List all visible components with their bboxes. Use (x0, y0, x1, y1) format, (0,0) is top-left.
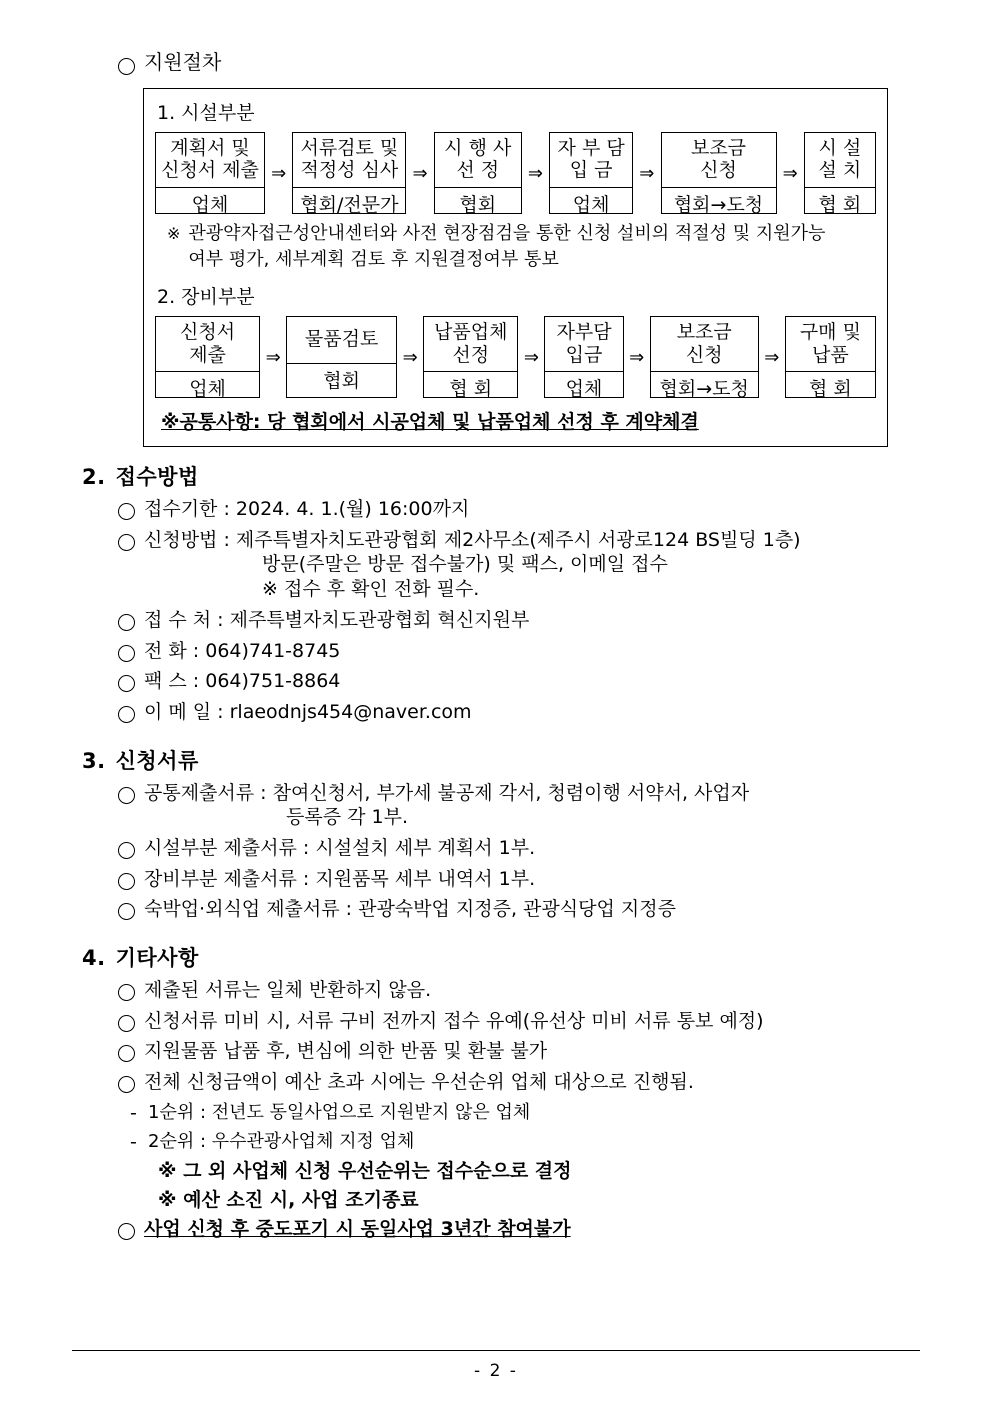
flow-step-line: 선 정 (456, 159, 500, 182)
ring-bullet-icon (118, 873, 135, 890)
flow-step-line: 구매 및 (799, 321, 861, 344)
ring-bullet-icon (118, 706, 135, 723)
flow-step-line: 물품검토 (304, 328, 379, 351)
ring-bullet-icon (118, 645, 135, 662)
flow-step-label (545, 317, 622, 372)
flow-step-line: 납품업체 (434, 321, 508, 344)
flow-step-actor: 업체 (572, 193, 610, 216)
list-item (72, 867, 920, 892)
ring-bullet-icon (118, 1015, 135, 1032)
flow-step-line: 신청서 제출 (161, 159, 259, 182)
flow-step-label (156, 317, 259, 372)
list-item (72, 897, 920, 922)
ring-bullet-icon (118, 534, 135, 551)
list-item (72, 497, 920, 522)
list-item-text (144, 1217, 920, 1242)
list-item-text (144, 669, 920, 694)
flow-step-line: 신청 (700, 159, 737, 182)
flow-step-line: 서류검토 및 (300, 137, 399, 159)
flow-step (785, 316, 876, 398)
note-line: ※ 그 외 사업체 신청 우선순위는 접수순으로 결정 (158, 1159, 572, 1182)
section3-title: 신청서류 (115, 748, 199, 773)
list-item-label: 신청서류 미비 시, 서류 구비 전까지 접수 유예(유선상 미비 서류 통보 예정) (144, 1009, 764, 1032)
flow-step (155, 132, 265, 214)
flow-step-label (786, 317, 875, 372)
footer-divider (72, 1350, 920, 1351)
list-item-text (144, 781, 920, 830)
section-receipt-method (72, 461, 920, 725)
flow-step-actor: 업체 (191, 193, 229, 216)
flow-step-line: 입 금 (569, 159, 613, 182)
list-item-continuation: 방문(주말은 방문 접수불가) 및 팩스, 이메일 접수 (262, 553, 668, 576)
note-line: ※ 예산 소진 시, 사업 조기종료 (158, 1189, 419, 1212)
section3-heading (72, 745, 920, 775)
list-item-text (144, 867, 920, 892)
page-number: - 2 - (474, 1361, 518, 1381)
flow-step-actor: 협 회 (809, 377, 852, 400)
list-item-continuation: 등록증 각 1부. (286, 806, 408, 829)
sub-list-item-label: 1순위 : 전년도 동일사업으로 지원받지 않은 업체 (148, 1101, 531, 1123)
flow-step (286, 316, 397, 398)
section2-heading (72, 461, 920, 491)
flowchart-section1-number: 1. (157, 102, 176, 124)
list-item-label: 이 메 일 : rlaeodnjs454@naver.com (144, 700, 472, 723)
sub-list-item (72, 1101, 920, 1126)
flow-step (423, 316, 518, 398)
note-line: 관광약자접근성안내센터와 사전 현장점검을 통한 신청 설비의 적절성 및 지원가능 (188, 223, 826, 244)
list-item (72, 528, 920, 602)
flowchart-section2-label: 장비부분 (181, 286, 255, 309)
flow-step-label (662, 133, 776, 188)
support-procedure-label: 지원절차 (144, 50, 222, 74)
flow-step-actor: 업체 (565, 377, 603, 400)
list-item-text (144, 497, 920, 522)
flow-step-actor: 협 회 (818, 193, 862, 216)
arrow-right-icon: ⇒ (764, 346, 780, 368)
flow-step-label (550, 133, 632, 188)
flow-step-actor: 협회 (459, 193, 497, 216)
dash-bullet-icon: - (130, 1101, 137, 1124)
list-item-label: 장비부분 제출서류 : 지원품목 세부 내역서 1부. (144, 867, 536, 890)
flowchart-section2-row (155, 316, 876, 398)
sub-list-item (72, 1130, 920, 1155)
list-item (72, 1039, 920, 1064)
flow-step (544, 316, 623, 398)
ring-bullet-icon (118, 1076, 135, 1093)
flow-step-actor: 협회 (323, 370, 360, 393)
flowchart-section1-row (155, 132, 876, 214)
flow-step-line: 입금 (565, 343, 603, 366)
ring-bullet-icon (118, 58, 135, 75)
flow-step-label (435, 133, 521, 188)
list-item-label: 사업 신청 후 중도포기 시 동일사업 3년간 참여불가 (144, 1218, 571, 1241)
reference-mark-icon: ※ (167, 224, 181, 243)
ring-bullet-icon (118, 675, 135, 692)
list-item-label: 시설부분 제출서류 : 시설설치 세부 계획서 1부. (144, 836, 536, 859)
section2-title: 접수방법 (115, 465, 199, 490)
list-item-label: 전 화 : 064)741-8745 (144, 639, 341, 662)
list-item (72, 1070, 920, 1095)
flowchart-section2-number: 2. (157, 286, 176, 309)
flow-step-actor: 협 회 (449, 377, 493, 400)
list-item (72, 1009, 920, 1034)
list-item (72, 781, 920, 830)
flow-step (650, 316, 759, 398)
flow-step-label (156, 133, 264, 188)
list-item (72, 836, 920, 861)
sub-list-item-label: 2순위 : 우수관광사업체 지정 업체 (148, 1130, 415, 1152)
list-item-label: 제출된 서류는 일체 반환하지 않음. (144, 979, 432, 1002)
arrow-right-icon: ⇒ (527, 162, 543, 184)
list-item-text (144, 836, 920, 861)
flow-step (549, 132, 633, 214)
flow-step-line: 선정 (452, 343, 490, 366)
flow-step-line: 자부담 (556, 321, 612, 344)
list-item-label: 공통제출서류 : 참여신청서, 부가세 불공제 각서, 청렴이행 서약서, 사업자 (144, 781, 750, 804)
section-application-documents (72, 745, 920, 922)
section4-items (72, 978, 920, 1242)
flow-step-line: 시 행 사 (444, 137, 512, 159)
flow-step-line: 제출 (189, 343, 226, 366)
flow-step-label (805, 133, 875, 188)
flowchart-section2-title (157, 282, 876, 309)
ring-bullet-icon (118, 984, 135, 1001)
flowchart-section1-label: 시설부분 (181, 102, 255, 124)
list-item (72, 639, 920, 664)
flow-step-label (293, 133, 405, 188)
flow-step-line: 설 치 (818, 159, 862, 182)
list-item (72, 1217, 920, 1242)
flow-step-line: 보조금 (690, 137, 747, 159)
dash-bullet-icon: - (130, 1130, 137, 1153)
flowchart-section1-note-body (188, 221, 876, 272)
list-item (72, 608, 920, 633)
list-item-text (144, 700, 920, 725)
ring-bullet-icon (118, 503, 135, 520)
section2-number: 2. (82, 465, 106, 490)
support-procedure-heading (72, 52, 920, 75)
flow-step-actor: 업체 (189, 377, 226, 400)
arrow-right-icon: ⇒ (523, 346, 539, 368)
list-item-label: 접수기한 : 2024. 4. 1.(월) 16:00까지 (144, 498, 470, 521)
arrow-right-icon: ⇒ (402, 346, 418, 368)
flow-step (292, 132, 406, 214)
arrow-right-icon: ⇒ (412, 162, 428, 184)
flow-step-actor: 협회→도청 (659, 377, 749, 400)
section4-number: 4. (82, 946, 106, 971)
list-item (72, 700, 920, 725)
list-item-label: 지원물품 납품 후, 변심에 의한 반품 및 환불 불가 (144, 1040, 548, 1063)
list-item-text (144, 639, 920, 664)
page-footer (72, 1350, 920, 1381)
ring-bullet-icon (118, 903, 135, 920)
ring-bullet-icon (118, 1223, 135, 1240)
flow-step-line: 시 설 (818, 137, 862, 159)
flow-step-line: 계획서 및 (170, 137, 250, 159)
arrow-right-icon: ⇒ (629, 346, 645, 368)
flow-step (434, 132, 522, 214)
list-item-label: 전체 신청금액이 예산 초과 시에는 우선순위 업체 대상으로 진행됨. (144, 1071, 694, 1094)
list-item-continuation: ※ 접수 후 확인 전화 필수. (262, 578, 480, 601)
list-item-text (144, 528, 920, 602)
ring-bullet-icon (118, 842, 135, 859)
flow-step-line: 신청서 (180, 321, 236, 344)
section-other-matters (72, 942, 920, 1242)
section2-items (72, 497, 920, 725)
list-item-text (144, 1039, 920, 1064)
arrow-right-icon: ⇒ (271, 162, 287, 184)
flow-step-actor: 협회/전문가 (300, 193, 399, 216)
list-item-text (144, 608, 920, 633)
flow-step (804, 132, 876, 214)
list-item (72, 669, 920, 694)
flow-step-actor: 협회→도청 (673, 193, 764, 216)
flowchart-section1-note (167, 221, 876, 272)
list-item-text (144, 978, 920, 1003)
list-item-label: 신청방법 : 제주특별자치도관광협회 제2사무소(제주시 서광로124 BS빌딩 1층) (144, 528, 801, 551)
flow-step (661, 132, 777, 214)
list-item-text (144, 1070, 920, 1095)
arrow-right-icon: ⇒ (639, 162, 655, 184)
flow-step-line: 신청 (685, 343, 723, 366)
ring-bullet-icon (118, 614, 135, 631)
flow-step (155, 316, 260, 398)
flow-step-line: 납품 (812, 343, 849, 366)
flow-step-line: 보조금 (676, 321, 732, 344)
flowchart-section1-title (157, 98, 876, 125)
section3-number: 3. (82, 748, 106, 773)
flow-step-label (287, 317, 396, 364)
flowchart-container (143, 88, 888, 447)
section4-title: 기타사항 (115, 946, 199, 971)
flowchart-common-note: ※공통사항: 당 협회에서 시공업체 및 납품업체 선정 후 계약체결 (161, 411, 699, 434)
section3-items (72, 781, 920, 922)
section4-heading (72, 942, 920, 972)
list-item-text (144, 897, 920, 922)
flow-step-label (651, 317, 758, 372)
arrow-right-icon: ⇒ (265, 346, 281, 368)
flow-step-line: 적정성 심사 (300, 159, 399, 182)
list-item-label: 팩 스 : 064)751-8864 (144, 670, 341, 693)
list-item (72, 978, 920, 1003)
ring-bullet-icon (118, 787, 135, 804)
list-item-label: 숙박업·외식업 제출서류 : 관광숙박업 지정증, 관광식당업 지정증 (144, 898, 676, 921)
list-item-text (144, 1009, 920, 1034)
arrow-right-icon: ⇒ (782, 162, 798, 184)
ring-bullet-icon (118, 1045, 135, 1062)
flow-step-line: 자 부 담 (557, 137, 625, 159)
note-line: 여부 평가, 세부계획 검토 후 지원결정여부 통보 (188, 248, 559, 270)
flow-step-label (424, 317, 517, 372)
list-item-label: 접 수 처 : 제주특별자치도관광협회 혁신지원부 (144, 608, 530, 631)
